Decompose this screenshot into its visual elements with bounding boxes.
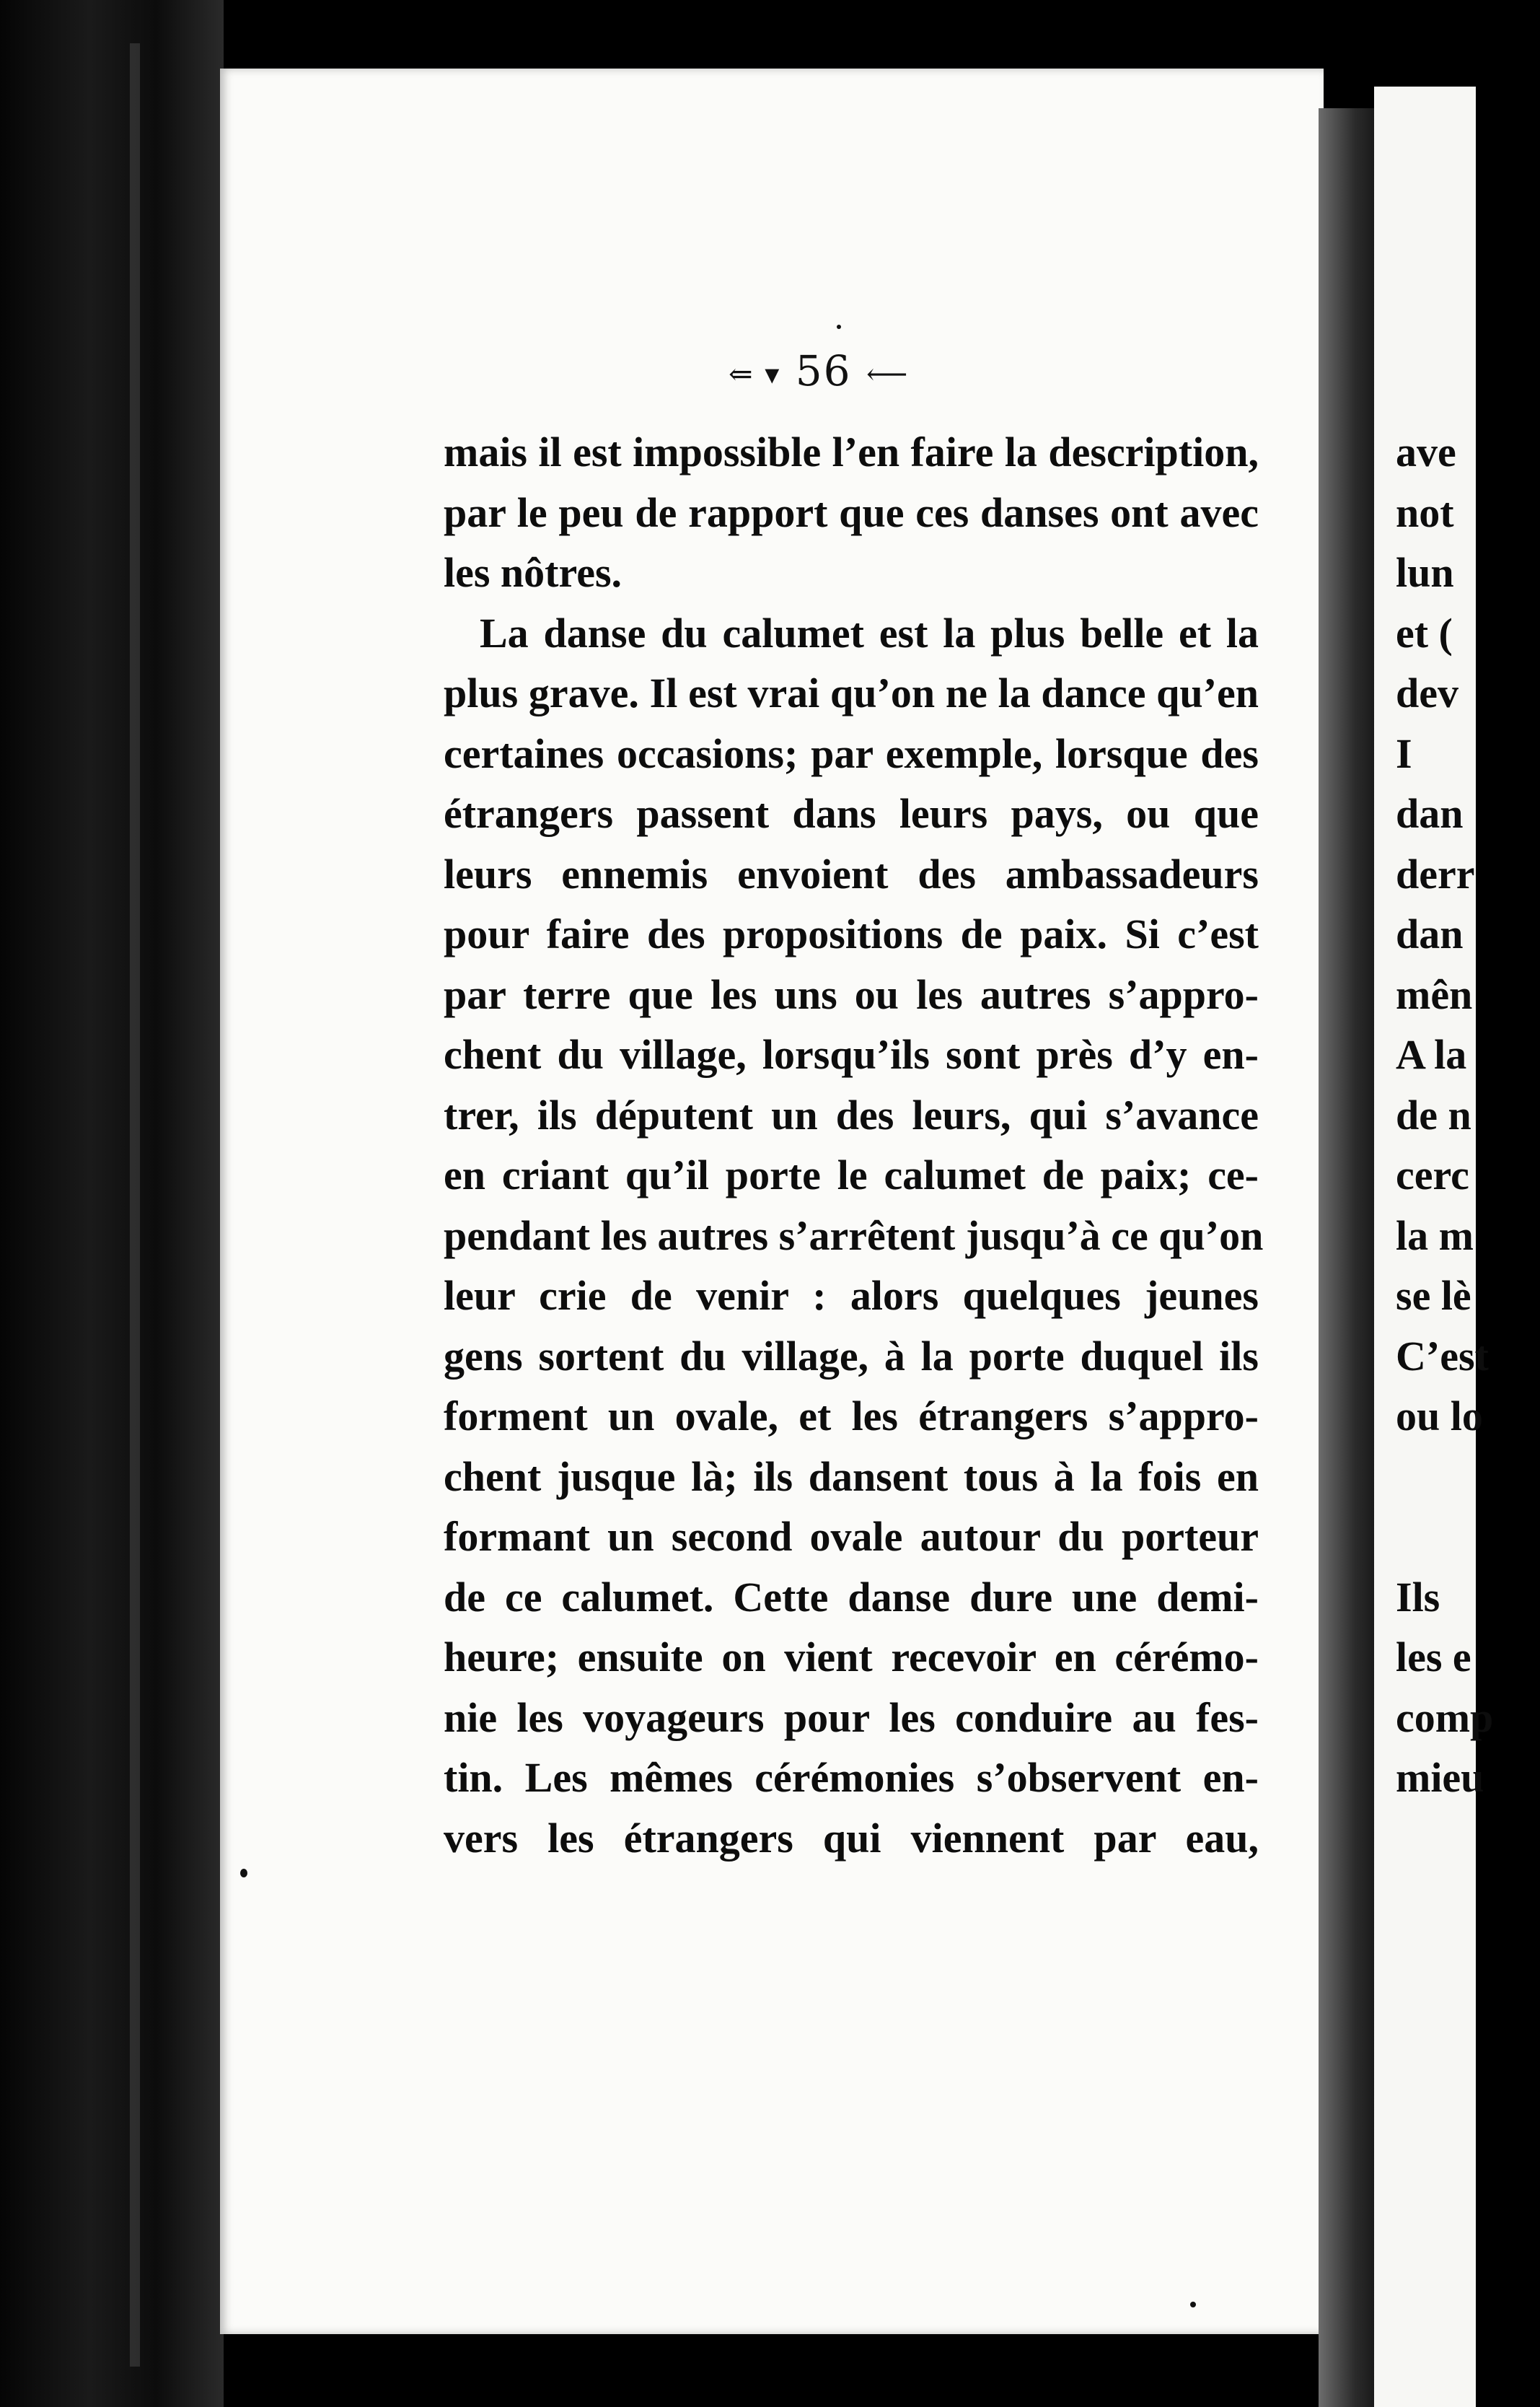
binding-streak xyxy=(130,43,140,2367)
left-ornament: ⇐ ▾ xyxy=(729,357,781,391)
text-line: formant un second ovale autour du porteur xyxy=(444,1513,1259,1560)
text-line: heure; ensuite on vient recevoir en cérémo- xyxy=(444,1634,1259,1680)
next-page-line: ou lo xyxy=(1396,1393,1483,1439)
text-line: vers les étrangers qui viennent par eau, xyxy=(444,1814,1259,1862)
next-page-text xyxy=(1396,422,1540,1808)
next-page-line: not xyxy=(1396,488,1454,536)
next-page-line: dan xyxy=(1396,911,1464,957)
text-line: par le peu de rapport que ces danses ont avec xyxy=(444,488,1259,536)
next-page-line: Ils xyxy=(1396,1573,1440,1621)
next-page-line: se lè xyxy=(1396,1272,1471,1319)
text-line: pendant les autres s’arrêtent jusqu’à ce qu’on xyxy=(444,1211,1264,1259)
text-line: mais il est impossible l’en faire la description, xyxy=(444,429,1259,475)
next-page-line: C’est xyxy=(1396,1332,1489,1380)
next-page-line: lun xyxy=(1396,549,1454,596)
text-line: étrangers passent dans leurs pays, ou que xyxy=(444,790,1259,837)
text-line: trer, ils députent un des leurs, qui s’avance xyxy=(444,1091,1259,1139)
ink-speck xyxy=(1190,2302,1196,2307)
text-line: chent du village, lorsqu’ils sont près d’y en- xyxy=(444,1031,1259,1078)
text-line: certaines occasions; par exemple, lorsque des xyxy=(444,729,1259,777)
next-page-line: mên xyxy=(1396,970,1473,1018)
text-line: forment un ovale, et les étrangers s’appro- xyxy=(444,1393,1259,1439)
text-line: plus grave. Il est vrai qu’on ne la dance qu’en xyxy=(444,670,1259,716)
text-line: leurs ennemis envoient des ambassadeurs xyxy=(444,850,1259,898)
text-line: La danse du calumet est la plus belle et la xyxy=(480,609,1259,657)
text-line: chent jusque là; ils dansent tous à la fois en xyxy=(444,1452,1259,1500)
next-page-line: A la xyxy=(1396,1031,1467,1078)
text-line: tin. Les mêmes cérémonies s’observent en- xyxy=(444,1754,1259,1801)
next-page-line: la m xyxy=(1396,1211,1474,1259)
next-page-line: derr xyxy=(1396,850,1475,898)
next-page-line: cerc xyxy=(1396,1152,1469,1198)
text-line: pour faire des propositions de paix. Si c’est xyxy=(444,911,1259,957)
book-binding-edge xyxy=(0,0,224,2407)
page-header xyxy=(729,346,909,395)
text-line: les nôtres. xyxy=(444,549,622,596)
page-body-text xyxy=(444,422,1264,1868)
next-page-line: comp xyxy=(1396,1693,1494,1741)
next-page-line: les e xyxy=(1396,1634,1471,1680)
next-page-line: I xyxy=(1396,729,1412,777)
ink-speck xyxy=(240,1869,247,1877)
next-page-line: dev xyxy=(1396,670,1458,716)
text-line: leur crie de venir : alors quelques jeunes xyxy=(444,1272,1259,1319)
text-line: de ce calumet. Cette danse dure une demi- xyxy=(444,1573,1259,1621)
next-page-line: ave xyxy=(1396,429,1456,475)
text-line: en criant qu’il porte le calumet de paix; ce- xyxy=(444,1152,1259,1198)
text-line: nie les voyageurs pour les conduire au fes- xyxy=(444,1693,1259,1741)
next-page-edge xyxy=(1374,87,1494,2407)
text-line: par terre que les uns ou les autres s’appro- xyxy=(444,970,1259,1018)
next-page-line: dan xyxy=(1396,790,1464,837)
next-page-gap xyxy=(1396,1447,1540,1567)
next-page-line: mieu xyxy=(1396,1754,1484,1801)
next-page-line: de n xyxy=(1396,1091,1471,1139)
page-number: 56 xyxy=(795,346,852,395)
right-ornament: ⟵ xyxy=(866,357,910,391)
ink-speck xyxy=(837,325,841,329)
next-page-line: et ( xyxy=(1396,609,1453,657)
text-line: gens sortent du village, à la porte duquel ils xyxy=(444,1332,1259,1380)
